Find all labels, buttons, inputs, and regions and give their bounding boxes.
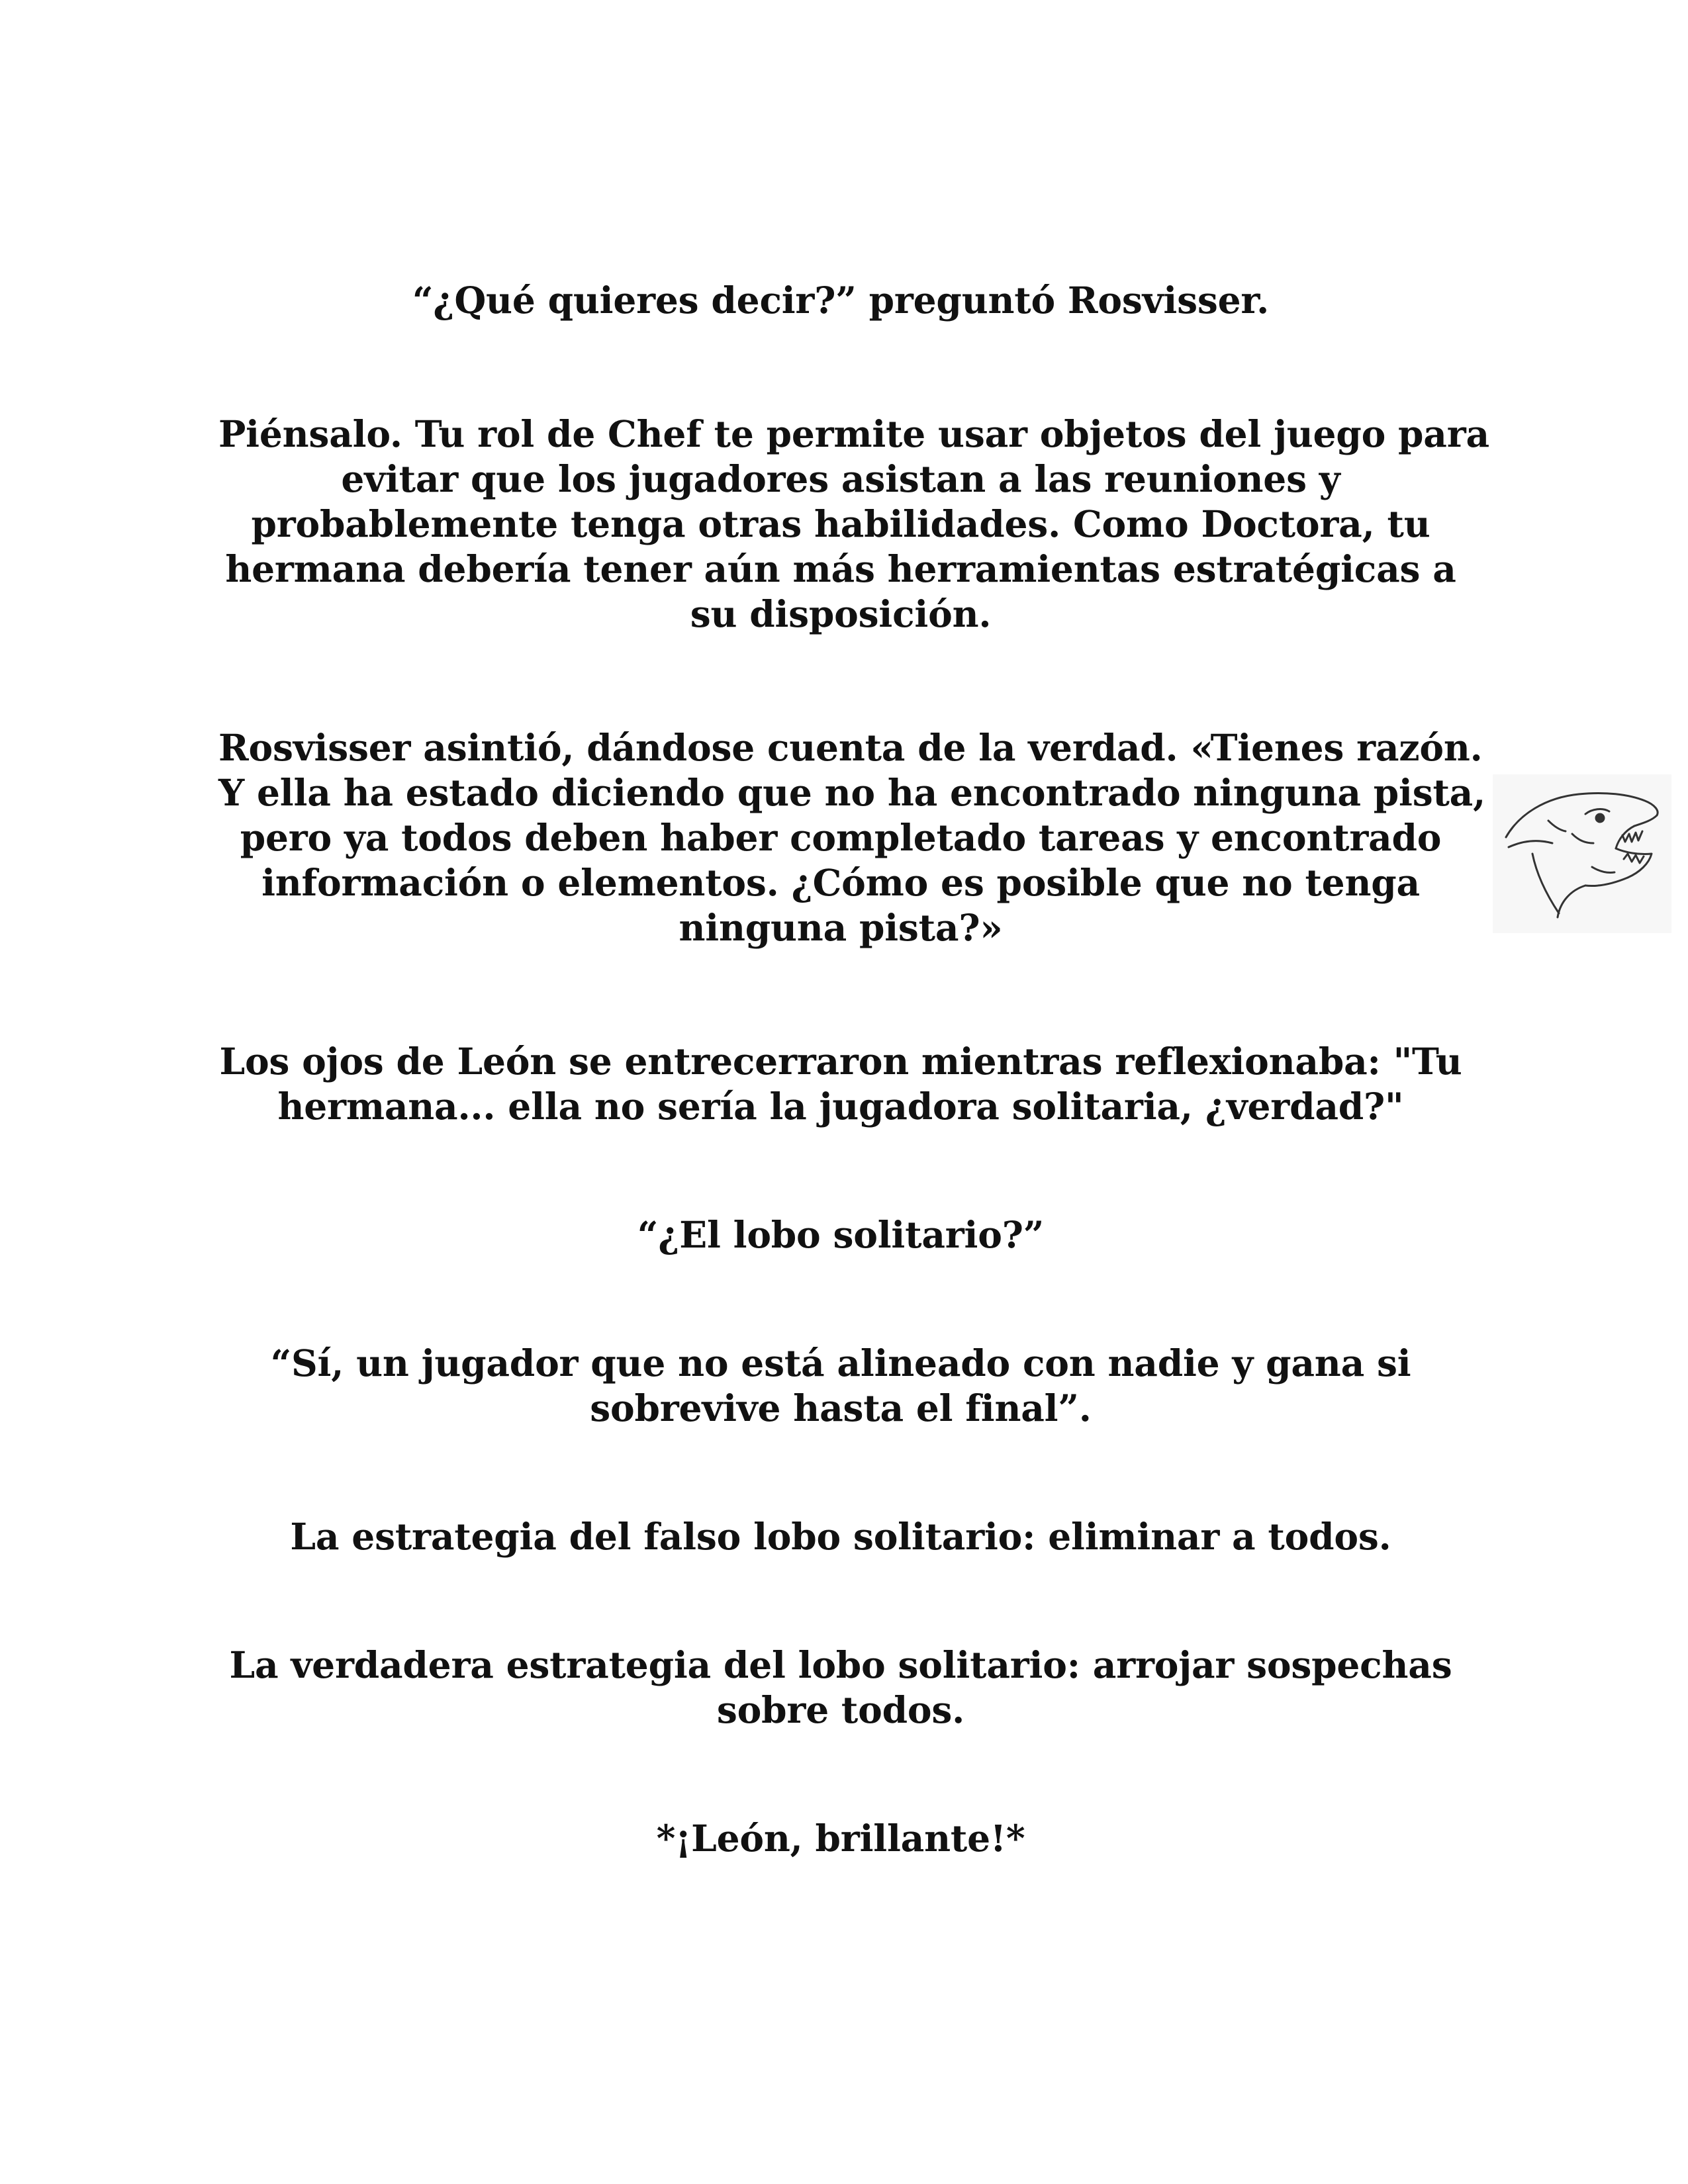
text-line: “¿Qué quieres decir?” preguntó Rosvisser. [412, 279, 1270, 322]
text-line: pero ya todos deben haber completado tareas y encontrado [240, 816, 1442, 859]
text-line: evitar que los jugadores asistan a las reuniones y [341, 457, 1340, 500]
text-line: ninguna pista?» [679, 906, 1003, 949]
paragraph-lone-wolf-question [218, 1212, 1463, 1257]
paragraph-think-about-it [218, 412, 1489, 637]
text-line: La verdadera estrategia del lobo solitario: arrojar sospechas [229, 1643, 1452, 1686]
text-line: Piénsalo. Tu rol de Chef te permite usar objetos del juego para [218, 412, 1489, 455]
paragraph-lone-wolf-definition [218, 1341, 1463, 1431]
text-line: “¿El lobo solitario?” [637, 1213, 1045, 1256]
paragraph-true-strategy [218, 1643, 1463, 1733]
dinosaur-head-sketch-icon [1493, 774, 1671, 933]
text-line: hermana debería tener aún más herramientas estratégicas a [225, 547, 1456, 590]
text-line: “Sí, un jugador que no está alineado con nadie y gana si [270, 1342, 1411, 1385]
text-line: *¡León, brillante!* [656, 1817, 1025, 1860]
text-line: sobrevive hasta el final”. [590, 1387, 1092, 1430]
text-line: hermana... ella no sería la jugadora solitaria, ¿verdad?" [277, 1085, 1404, 1128]
paragraph-false-strategy [218, 1514, 1463, 1559]
text-line: La estrategia del falso lobo solitario: eliminar a todos. [290, 1515, 1391, 1558]
paragraph-brilliant [218, 1816, 1463, 1861]
text-line: Los ojos de León se entrecerraron mientras reflexionaba: "Tu [219, 1040, 1462, 1083]
paragraph-question [218, 278, 1463, 323]
text-line: sobre todos. [716, 1688, 965, 1731]
text-line: probablemente tenga otras habilidades. Como Doctora, tu [251, 502, 1430, 545]
page-body [218, 278, 1489, 1861]
paragraph-rosvisser-nods [218, 725, 1486, 950]
paragraph-leon-eyes [218, 1039, 1463, 1129]
text-line: Rosvisser asintió, dándose cuenta de la verdad. «Tienes razón. [218, 726, 1483, 769]
text-line: Y ella ha estado diciendo que no ha encontrado ninguna pista, [218, 771, 1486, 814]
text-line: información o elementos. ¿Cómo es posible que no tenga [261, 861, 1420, 904]
text-line: su disposición. [690, 592, 992, 635]
